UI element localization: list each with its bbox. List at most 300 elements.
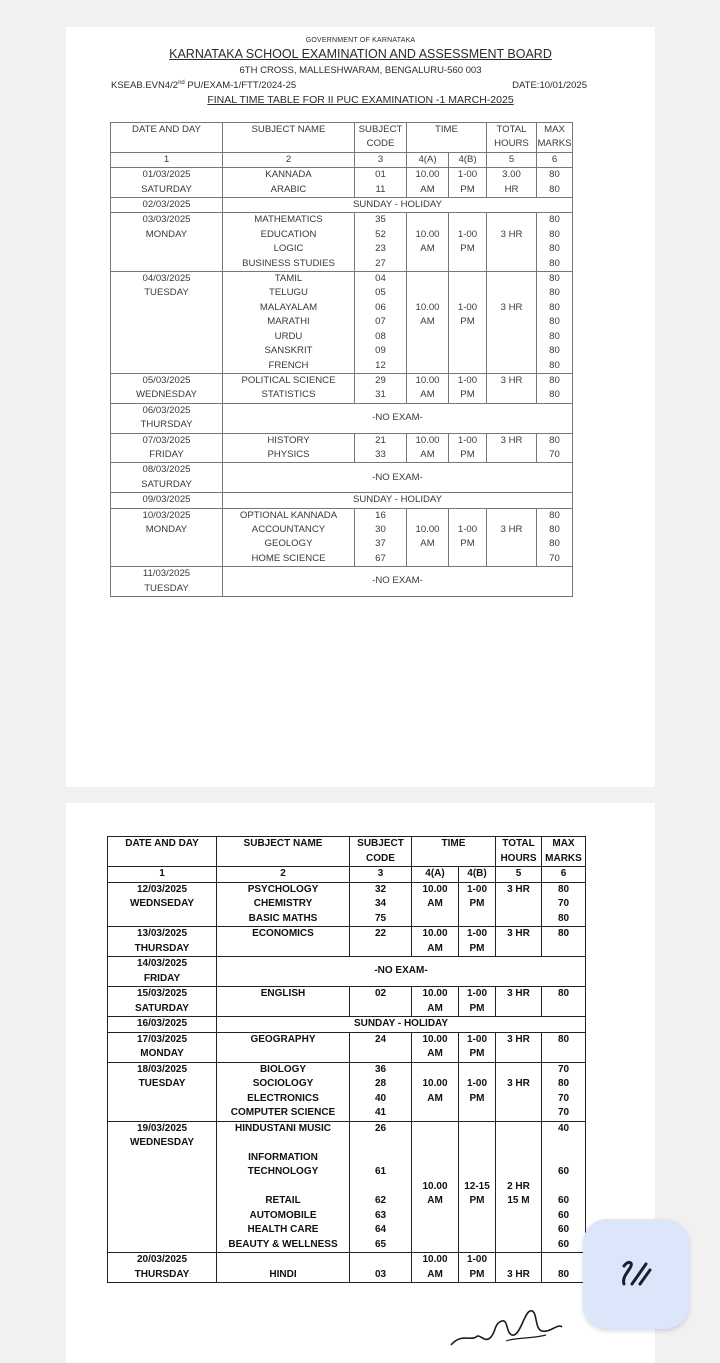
cell-line	[412, 1151, 458, 1166]
cell-line: MALAYALAM	[259, 301, 318, 313]
cell-line	[449, 286, 486, 300]
subject-codes	[355, 433, 407, 463]
cell-line	[407, 213, 448, 227]
cell-line	[407, 509, 448, 523]
total-hours	[487, 433, 537, 463]
subject-names	[223, 213, 355, 272]
table-row	[111, 272, 573, 374]
cell-line: 75	[374, 912, 387, 924]
cell-line: 60	[557, 1195, 570, 1206]
exam-day: THURSDAY	[134, 942, 190, 954]
cell-line: 60	[557, 1238, 570, 1250]
cell-line: POLITICAL SCIENCE	[241, 374, 336, 386]
end-time	[459, 1032, 496, 1062]
subject-names	[217, 1032, 350, 1062]
cell-line	[412, 1063, 458, 1078]
cell-line: 1-00	[466, 1254, 487, 1265]
cell-line: 80	[549, 273, 560, 285]
cell-line: AUTOMOBILE	[249, 1209, 317, 1221]
schedule-note: -NO EXAM-	[223, 403, 573, 433]
cell-line: 29	[375, 374, 386, 386]
cell-line: 1-00	[466, 928, 487, 939]
table-row	[111, 433, 573, 463]
cell-line: 60	[557, 1166, 570, 1177]
cell-line: 09	[375, 345, 386, 357]
cell-line: 70	[557, 1107, 570, 1118]
column-subject-code	[350, 837, 412, 867]
start-time	[407, 508, 449, 567]
cell-line: 3 HR	[507, 883, 530, 895]
cell-line	[459, 1151, 495, 1166]
cell-line: 31	[375, 389, 386, 401]
cell-line: 80	[549, 183, 560, 195]
cell-line: AM	[420, 243, 435, 255]
cell-line: 11	[375, 183, 386, 195]
cell-line	[407, 286, 448, 300]
max-marks	[537, 508, 573, 567]
cell-line: 30	[375, 523, 386, 535]
cell-line: 10.00	[415, 301, 440, 313]
timetable-page-2	[66, 803, 655, 1363]
subject-names	[223, 168, 355, 198]
cell-line: PM	[460, 448, 475, 460]
date-day-cell	[108, 1062, 217, 1121]
date-day-cell	[108, 957, 217, 987]
cell-line	[350, 1180, 411, 1195]
timetable-page-1	[66, 27, 655, 787]
cell-line: HEALTH CARE	[247, 1224, 319, 1235]
cell-line: MARATHI	[267, 316, 310, 328]
cell-line: 10.00	[422, 988, 448, 999]
cell-line: 3 HR	[507, 1268, 530, 1280]
subject-codes	[350, 1253, 412, 1283]
exam-day: THURSDAY	[140, 419, 193, 431]
date-day-cell	[108, 1121, 217, 1253]
exam-day: TUESDAY	[138, 1078, 186, 1089]
column-subject-code	[355, 123, 407, 153]
date-day-cell	[111, 403, 223, 433]
column-number: 2	[217, 867, 350, 883]
cell-line: PM	[469, 942, 485, 954]
cell-line: 63	[374, 1209, 387, 1221]
subject-codes	[350, 927, 412, 957]
cell-line: 10.00	[415, 523, 440, 535]
table-row	[108, 1017, 586, 1033]
cell-line: BUSINESS STUDIES	[242, 257, 335, 269]
date-day-cell	[111, 508, 223, 567]
start-time	[407, 272, 449, 374]
cell-line: 80	[549, 389, 560, 401]
cell-line: 80	[549, 301, 560, 313]
cell-line: 3 HR	[500, 301, 523, 313]
total-hours	[496, 1121, 542, 1253]
pen-edit-icon	[616, 1254, 656, 1294]
cell-line: 32	[374, 883, 387, 895]
end-time	[459, 1121, 496, 1253]
cell-line	[217, 1136, 349, 1151]
start-time	[412, 927, 459, 957]
cell-line: PM	[469, 1002, 485, 1014]
cell-line	[496, 1063, 541, 1078]
column-subject-name: SUBJECT NAME	[223, 123, 355, 153]
document-date: DATE:10/01/2025	[512, 80, 587, 91]
column-number: 6	[542, 867, 586, 883]
cell-line: 15 M	[507, 1195, 530, 1206]
column-number-row	[111, 152, 573, 167]
cell-line: SOCIOLOGY	[252, 1078, 314, 1089]
cell-line	[449, 272, 486, 286]
timetable-title: FINAL TIME TABLE FOR II PUC EXAMINATION -1 MARCH-2025	[207, 94, 514, 106]
column-number: 3	[350, 867, 412, 883]
cell-line: 08	[375, 330, 386, 342]
board-name: KARNATAKA SCHOOL EXAMINATION AND ASSESSMENT BOARD	[169, 47, 552, 61]
cell-line	[350, 1253, 411, 1268]
cell-line: 80	[549, 228, 560, 240]
exam-date: 07/03/2025	[142, 434, 191, 446]
table-row	[111, 373, 573, 403]
cell-line: MARKS	[537, 138, 572, 150]
subject-names	[217, 1253, 350, 1283]
date-day-cell	[108, 1253, 217, 1283]
timetable-table	[110, 122, 573, 597]
cell-line: 3.00	[502, 169, 521, 181]
cell-line: PM	[469, 1268, 485, 1280]
end-time	[459, 987, 496, 1017]
subject-names	[223, 508, 355, 567]
exam-day: THURSDAY	[134, 1268, 190, 1280]
cell-line: PM	[460, 389, 475, 401]
cell-line: RETAIL	[265, 1195, 301, 1206]
end-time	[459, 882, 496, 927]
column-max-marks	[537, 123, 573, 153]
cell-line: 05	[375, 287, 386, 299]
cell-line: BEAUTY & WELLNESS	[228, 1238, 338, 1250]
cell-line: 12	[375, 359, 386, 371]
date-day-cell	[108, 987, 217, 1017]
cell-line: AM	[420, 389, 435, 401]
cell-line: 80	[557, 1033, 570, 1045]
table-row	[111, 508, 573, 567]
cell-line: 10.00	[422, 1078, 448, 1089]
cell-line	[449, 213, 486, 227]
cell-line: 10.00	[415, 434, 440, 446]
schedule-note: SUNDAY - HOLIDAY	[217, 1017, 586, 1033]
cell-line: PM	[460, 243, 475, 255]
column-date-day: DATE AND DAY	[108, 837, 217, 867]
max-marks	[537, 213, 573, 272]
cell-line: ARABIC	[270, 183, 307, 195]
cell-line	[542, 1151, 585, 1166]
cell-line: 10.00	[422, 928, 448, 939]
end-time	[459, 1062, 496, 1121]
end-time	[449, 272, 487, 374]
cell-line	[496, 1253, 541, 1268]
cell-line	[217, 1253, 349, 1268]
cell-line: 07	[375, 316, 386, 328]
exam-day: WEDNSEDAY	[129, 898, 195, 909]
total-hours	[487, 373, 537, 403]
cell-line: 1-00	[457, 169, 478, 181]
cell-line: 3 HR	[500, 523, 523, 535]
exam-date: 08/03/2025	[142, 464, 191, 476]
cell-line: 26	[374, 1122, 387, 1134]
cell-line: 1-00	[466, 883, 487, 895]
cell-line: COMPUTER SCIENCE	[230, 1107, 336, 1118]
date-day-cell	[108, 927, 217, 957]
cell-line: 10.00	[415, 169, 440, 181]
cell-line: 1-00	[457, 228, 478, 240]
exam-date: 17/03/2025	[136, 1033, 188, 1045]
cell-line: MARKS	[545, 852, 582, 864]
exam-day: FRIDAY	[149, 448, 184, 460]
max-marks	[537, 272, 573, 374]
cell-line: AM	[427, 898, 443, 909]
start-time	[407, 433, 449, 463]
cell-line: MAX	[552, 838, 575, 849]
table-row	[111, 168, 573, 198]
cell-line	[350, 1136, 411, 1151]
end-time	[449, 373, 487, 403]
cell-line: 80	[549, 257, 560, 269]
start-time	[412, 1032, 459, 1062]
cell-line: 80	[557, 883, 570, 895]
cell-line: AM	[420, 538, 435, 550]
column-number: 6	[537, 152, 573, 167]
cell-line: BIOLOGY	[259, 1063, 307, 1075]
end-time	[449, 508, 487, 567]
exam-date: 18/03/2025	[136, 1063, 188, 1075]
cell-line: 01	[375, 169, 386, 181]
cell-line: 80	[549, 374, 560, 386]
cell-line: 52	[375, 228, 386, 240]
exam-date: 19/03/2025	[136, 1122, 188, 1134]
cell-line: TOTAL	[502, 838, 535, 849]
table-row	[108, 882, 586, 927]
schedule-note: -NO EXAM-	[217, 957, 586, 987]
cell-line	[496, 1151, 541, 1166]
cell-line: 34	[374, 898, 387, 909]
cell-line: AM	[427, 1002, 443, 1014]
cell-line: 67	[375, 552, 386, 564]
cell-line: 40	[374, 1092, 387, 1104]
cell-line: 80	[549, 243, 560, 255]
start-time	[407, 168, 449, 198]
max-marks	[537, 373, 573, 403]
subject-codes	[350, 882, 412, 927]
cell-line: AM	[427, 942, 443, 954]
cell-line: 80	[549, 214, 560, 226]
cell-line: 1-00	[457, 301, 478, 313]
cell-line: 12-15	[464, 1180, 490, 1192]
cell-line: STATISTICS	[261, 389, 316, 401]
cell-line: 70	[557, 1092, 570, 1104]
column-time: TIME	[412, 837, 496, 867]
subject-codes	[350, 987, 412, 1017]
start-time	[407, 373, 449, 403]
cell-line: 80	[549, 287, 560, 299]
cell-line: 37	[375, 538, 386, 550]
exam-day: WEDNESDAY	[135, 389, 198, 401]
cell-line: SUBJECT	[358, 124, 403, 135]
subject-names	[217, 1062, 350, 1121]
start-time	[412, 987, 459, 1017]
table-row	[108, 927, 586, 957]
cell-line: OPTIONAL KANNADA	[239, 509, 338, 521]
cell-line: 41	[374, 1107, 387, 1118]
start-time	[407, 213, 449, 272]
column-number: 5	[487, 152, 537, 167]
subject-names	[217, 1121, 350, 1253]
cell-line: 80	[557, 912, 570, 924]
column-number-row	[108, 867, 586, 883]
cell-line	[350, 1151, 411, 1166]
cell-line: 1-00	[466, 1078, 487, 1089]
cell-line: FRENCH	[268, 359, 309, 371]
subject-codes	[355, 508, 407, 567]
total-hours	[496, 927, 542, 957]
subject-names	[223, 272, 355, 374]
cell-line: 3 HR	[507, 1033, 530, 1045]
cell-line: 80	[549, 316, 560, 328]
cell-line: ELECTRONICS	[247, 1092, 319, 1104]
cell-line	[412, 1122, 458, 1137]
cell-line: PM	[460, 538, 475, 550]
schedule-note: SUNDAY - HOLIDAY	[223, 198, 573, 213]
exam-date: 02/03/2025	[142, 199, 191, 211]
subject-names	[217, 882, 350, 927]
header-row	[111, 123, 573, 153]
cell-line: 10.00	[422, 1180, 448, 1192]
cell-line: 24	[374, 1033, 387, 1045]
cell-line: PM	[469, 1048, 485, 1059]
cell-line: PM	[460, 316, 475, 328]
column-number: 3	[355, 152, 407, 167]
header-row	[108, 837, 586, 867]
cell-line: 28	[374, 1078, 387, 1089]
column-number: 4(A)	[407, 152, 449, 167]
exam-day: MONDAY	[145, 523, 188, 535]
cell-line: 16	[375, 509, 386, 521]
total-hours	[496, 1253, 542, 1283]
cell-line: MATHEMATICS	[254, 214, 323, 226]
date-day-cell	[108, 1017, 217, 1033]
date-day-cell	[111, 373, 223, 403]
start-time	[412, 1062, 459, 1121]
table-row	[108, 1032, 586, 1062]
cell-line: INFORMATION	[248, 1151, 318, 1163]
exam-day: MONDAY	[145, 228, 188, 240]
cell-line: 80	[549, 330, 560, 342]
cell-line: AM	[427, 1092, 443, 1104]
cell-line: 60	[557, 1209, 570, 1221]
column-number: 4(B)	[459, 867, 496, 883]
cell-line: 2 HR	[507, 1180, 530, 1192]
subject-codes	[355, 213, 407, 272]
cell-line: TOTAL	[496, 124, 527, 135]
cell-line	[496, 1165, 541, 1180]
cell-line: 10.00	[422, 883, 448, 895]
cell-line: 80	[549, 523, 560, 535]
cell-line	[542, 1180, 585, 1195]
column-number: 2	[223, 152, 355, 167]
cell-line: TECHNOLOGY	[247, 1166, 319, 1177]
total-hours	[487, 272, 537, 374]
end-time	[449, 433, 487, 463]
column-number: 1	[111, 152, 223, 167]
cell-line: KANNADA	[265, 169, 312, 181]
cell-line: AM	[427, 1268, 443, 1280]
table-row	[111, 198, 573, 213]
max-marks	[542, 987, 586, 1017]
total-hours	[496, 1032, 542, 1062]
cell-line: 80	[557, 928, 570, 939]
max-marks	[542, 1253, 586, 1283]
cell-line: 22	[374, 928, 387, 939]
cell-line: CHEMISTRY	[253, 898, 313, 909]
cell-line	[542, 1253, 585, 1268]
subject-codes	[355, 373, 407, 403]
table-row	[108, 1121, 586, 1253]
cell-line: 1-00	[466, 988, 487, 999]
cell-line: 65	[374, 1238, 387, 1250]
cell-line: 06	[375, 301, 386, 313]
cell-line: 80	[549, 359, 560, 371]
cell-line	[487, 213, 536, 227]
table-row	[108, 957, 586, 987]
date-day-cell	[111, 567, 223, 597]
cell-line	[217, 1180, 349, 1195]
total-hours	[487, 168, 537, 198]
column-date-day: DATE AND DAY	[111, 123, 223, 153]
cell-line: 23	[375, 243, 386, 255]
table-row	[108, 1253, 586, 1283]
exam-day: SATURDAY	[141, 183, 192, 195]
schedule-note: SUNDAY - HOLIDAY	[223, 493, 573, 508]
table-row	[111, 493, 573, 508]
annotate-button[interactable]	[583, 1219, 689, 1329]
exam-date: 04/03/2025	[142, 273, 191, 285]
cell-line: GEOGRAPHY	[250, 1033, 316, 1045]
cell-line: AM	[420, 448, 435, 460]
cell-line: ENGLISH	[260, 988, 306, 999]
table-row	[111, 213, 573, 272]
exam-date: 01/03/2025	[142, 169, 191, 181]
table-row	[111, 403, 573, 433]
cell-line: 70	[557, 1063, 570, 1075]
max-marks	[542, 927, 586, 957]
reference-number: KSEAB.EVN4/2nd PU/EXAM-1/FTT/2024-25	[111, 80, 297, 92]
cell-line: SANSKRIT	[264, 345, 313, 357]
exam-date: 06/03/2025	[142, 404, 191, 416]
cell-line: ECONOMICS	[252, 928, 314, 939]
cell-line: 36	[374, 1063, 387, 1075]
cell-line: 80	[549, 169, 560, 181]
table-row	[111, 567, 573, 597]
column-number: 5	[496, 867, 542, 883]
cell-line: CODE	[366, 852, 395, 864]
cell-line	[542, 1136, 585, 1151]
cell-line: MAX	[544, 124, 565, 135]
subject-names	[223, 373, 355, 403]
cell-line: PM	[469, 898, 485, 909]
cell-line: EDUCATION	[260, 228, 317, 240]
column-max-marks	[542, 837, 586, 867]
cell-line: 3 HR	[507, 928, 530, 939]
cell-line: 80	[557, 1268, 570, 1280]
subject-names	[217, 987, 350, 1017]
exam-day: MONDAY	[140, 1048, 184, 1059]
cell-line: 80	[557, 988, 570, 999]
